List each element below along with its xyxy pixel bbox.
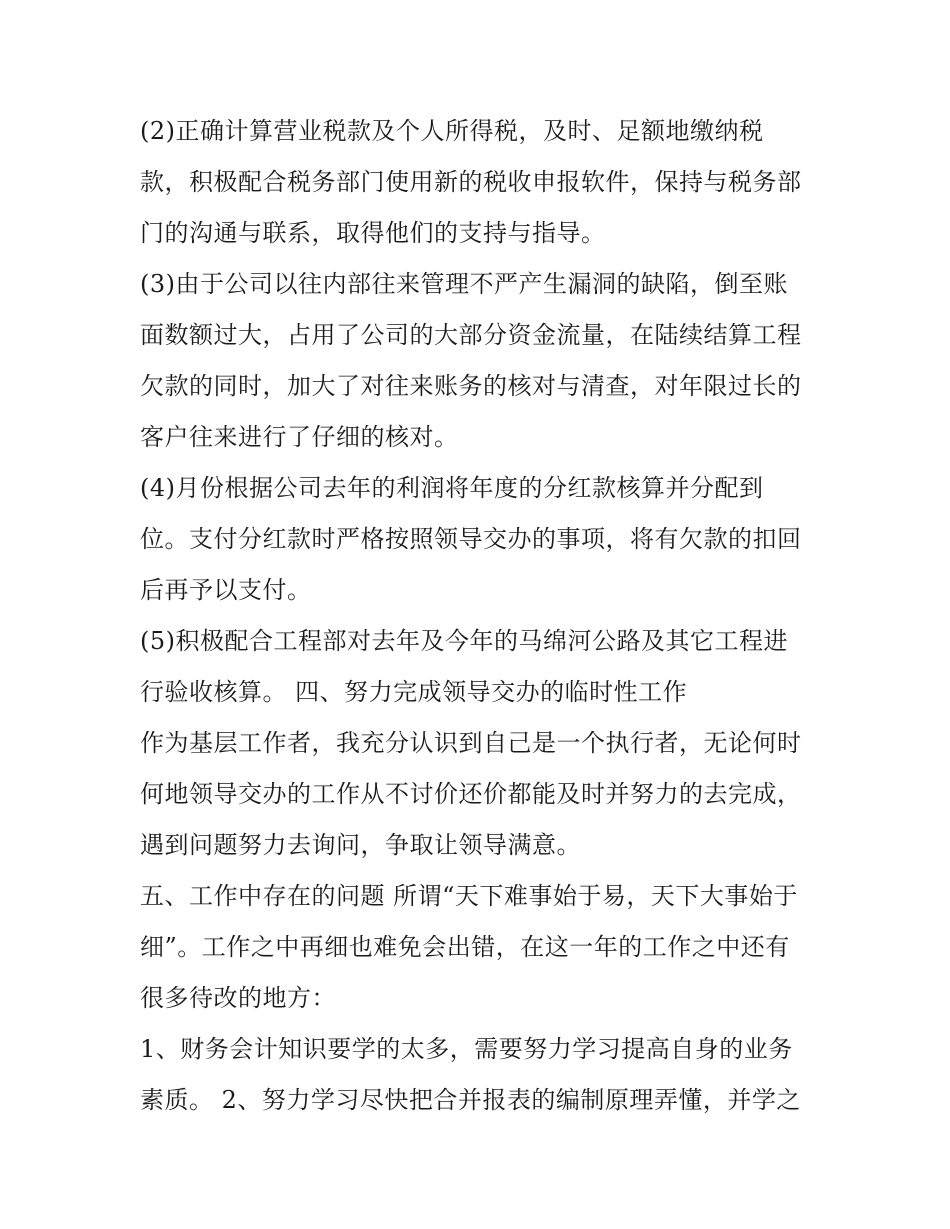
- text-line: 素质。 2、努力学习尽快把合并报表的编制原理弄懂，并学之: [140, 1086, 801, 1114]
- text-line: 遇到问题努力去询问，争取让领导满意。: [140, 831, 581, 859]
- text-line: 欠款的同时，加大了对往来账务的核对与清查，对年限过长的: [140, 372, 802, 400]
- text-line: 1、财务会计知识要学的太多，需要努力学习提高自身的业务: [140, 1035, 793, 1063]
- text-line: 客户往来进行了仔细的核对。: [140, 423, 459, 451]
- text-line: 作为基层工作者，我充分认识到自己是一个执行者，无论何时: [140, 729, 802, 757]
- text-line: 款，积极配合税务部门使用新的税收申报软件，保持与税务部: [140, 168, 802, 196]
- text-line: 五、工作中存在的问题 所谓“天下难事始于易，天下大事始于: [140, 882, 798, 910]
- text-line: 面数额过大，占用了公司的大部分资金流量，在陆续结算工程: [140, 321, 802, 349]
- text-line: 很多待改的地方：: [140, 984, 336, 1012]
- text-line: (5)积极配合工程部对去年及今年的马绵河公路及其它工程进: [140, 627, 788, 655]
- text-line: 后再予以支付。: [140, 576, 312, 604]
- text-line: 何地领导交办的工作从不讨价还价都能及时并努力的去完成，: [140, 780, 802, 808]
- text-line: 门的沟通与联系，取得他们的支持与指导。: [140, 219, 606, 247]
- text-line: 细”。工作之中再细也难免会出错，在这一年的工作之中还有: [140, 933, 790, 961]
- text-line: 位。支付分红款时严格按照领导交办的事项，将有欠款的扣回: [140, 525, 802, 553]
- text-line: (3)由于公司以往内部往来管理不严产生漏洞的缺陷，倒至账: [140, 270, 788, 298]
- text-line: (2)正确计算营业税款及个人所得税，及时、足额地缴纳税: [140, 117, 764, 145]
- text-line: (4)月份根据公司去年的利润将年度的分红款核算并分配到: [140, 474, 764, 502]
- text-line: 行验收核算。 四、努力完成领导交办的临时性工作: [140, 678, 688, 706]
- document-body: [140, 106, 820, 1126]
